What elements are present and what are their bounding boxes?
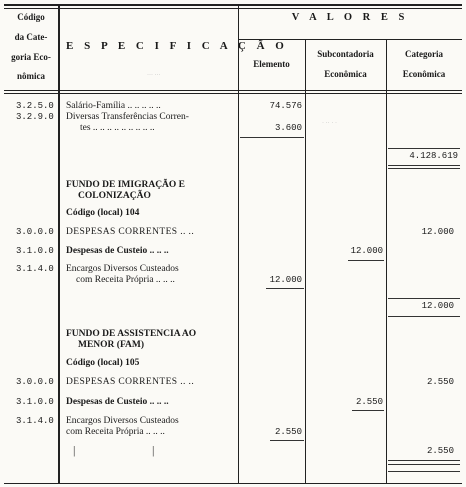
row-specification-cont: com Receita Própria .. .. .. [76,275,175,285]
categoria-total: 2.550 [426,446,454,456]
header-categoria-line-1: Categoria [405,49,443,59]
categoria-total-rule [388,148,460,149]
categoria-value: 12.000 [421,227,454,237]
header-bottom-border-inner [4,93,462,94]
row-code: 3.0.0.0 [16,377,54,387]
table-top-border-inner [4,8,462,9]
header-subcontadoria-line-1: Subcontadoria [317,49,374,59]
subcontadoria-value: 2.550 [355,397,383,407]
header-valores: V A L O R E S [291,12,409,23]
table-bottom-border [4,483,462,484]
header-especificacao: E S P E C I F I C A Ç Ã O [66,40,288,52]
elemento-value: 74.576 [269,101,302,111]
categoria-total-rule [388,298,460,299]
elemento-column-left-border [238,4,239,484]
header-code-line-2: da Cate- [14,32,48,42]
header-categoria-line-2: Econômica [402,69,446,79]
table-top-border [4,4,462,6]
categoria-total-rule [388,168,460,169]
fund-code: Código (local) 105 [66,358,140,368]
categoria-value: 2.550 [426,377,454,387]
row-specification-cont: tes .. .. .. .. .. .. .. .. .. [80,123,155,133]
row-code: 3.1.4.0 [16,264,54,274]
row-code: 3.2.5.0 [16,101,54,111]
fund-title: FUNDO DE ASSISTENCIA AO [66,329,197,339]
row-code: 3.1.4.0 [16,416,54,426]
subcontadoria-rule [352,410,384,411]
elemento-value: 3.600 [274,123,302,133]
elemento-subtotal-rule [240,137,304,138]
row-specification: Diversas Transferências Corren- [66,112,189,122]
bleed-through-noise: · ·· · · [322,120,337,126]
categoria-total: 12.000 [421,301,454,311]
row-specification: Salário-Família .. .. .. .. .. [66,101,161,111]
elemento-rule [270,440,304,441]
header-subcontadoria-line-2: Econômica [324,69,367,79]
fund-title-cont: COLONIZAÇÃO [78,191,151,201]
elemento-rule [266,288,304,289]
header-code-line-1: Código [17,12,45,22]
subcontadoria-rule [348,260,384,261]
categoria-total-rule [388,460,460,461]
row-code: 3.1.0.0 [16,246,54,256]
categoria-total-rule [388,316,460,317]
row-code: 3.1.0.0 [16,397,54,407]
bleed-through-noise: ··· ··· [147,72,161,78]
row-specification: Despesas de Custeio .. .. .. [66,246,169,256]
row-code: 3.2.9.0 [16,112,54,122]
fund-title-cont: MENOR (FAM) [78,340,145,350]
subcontadoria-value: 12.000 [350,246,383,256]
header-bottom-border [4,90,462,91]
row-specification: Despesas de Custeio .. .. .. [66,397,169,407]
header-code-line-3: goria Eco- [11,52,51,62]
print-mark: | [73,443,76,457]
row-code: 3.0.0.0 [16,227,54,237]
categoria-total: 4.128.619 [409,151,458,161]
row-specification: DESPESAS CORRENTES .. .. [66,377,195,387]
row-specification: DESPESAS CORRENTES .. .. [66,227,195,237]
fund-code: Código (local) 104 [66,208,140,218]
subcontadoria-column-left-border [305,40,306,484]
row-specification: Encargos Diversos Custeados [66,264,179,274]
header-elemento: Elemento [253,59,290,69]
row-specification: Encargos Diversos Custeados [66,416,179,426]
elemento-value: 12.000 [269,275,302,285]
fund-title: FUNDO DE IMIGRAÇÃO E [66,180,186,190]
categoria-total-rule [388,165,460,166]
elemento-value: 2.550 [274,427,302,437]
categoria-total-rule [388,471,460,472]
categoria-total-rule [388,464,460,465]
row-specification-cont: com Receita Própria .. .. .. [66,427,165,437]
print-mark: | [152,443,155,457]
header-code-line-4: nômica [17,71,45,81]
spec-column-left-border [58,4,60,484]
categoria-column-left-border [386,40,387,484]
